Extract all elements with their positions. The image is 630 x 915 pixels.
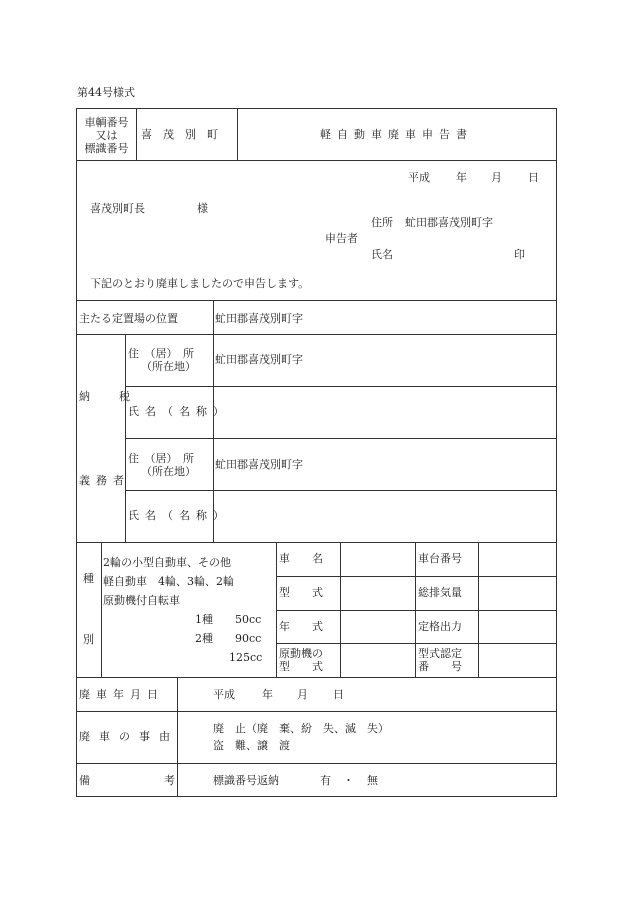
moped-cc-1: 50cc — [235, 613, 262, 626]
disposal-date-year: 年 — [262, 688, 273, 701]
vehicle-no-label-1: 車輌番号 — [84, 116, 129, 129]
form-title: 軽自動車廃車申告書 — [320, 128, 473, 141]
car-name-label: 車 名 — [279, 552, 323, 565]
disposal-date-month: 月 — [297, 688, 308, 701]
col-divider — [213, 300, 214, 542]
date-year: 年 — [456, 171, 467, 184]
remarks-yes: 有 — [320, 774, 331, 787]
taxpayer-addr2-value: 虻田郡喜茂別町字 — [215, 458, 303, 471]
col-divider — [276, 542, 277, 677]
col-divider — [340, 542, 341, 677]
taxpayer-label-1: 納 税 — [79, 390, 139, 403]
moped-class-1: 1種 — [195, 613, 213, 626]
cert-no-label-1: 型式認定 — [418, 647, 462, 660]
col-divider — [478, 542, 479, 677]
taxpayer-name2-label: 氏名（名称） — [128, 509, 230, 522]
disposal-reason-label: 廃車の事由 — [79, 730, 179, 743]
row-divider — [76, 160, 557, 161]
row-divider — [76, 334, 557, 335]
taxpayer-addr1-sub: （所在地） — [141, 360, 196, 373]
remarks-label-2: 考 — [164, 774, 175, 787]
vehicle-type-label-1: 種 — [83, 572, 94, 585]
displacement-label: 総排気量 — [418, 586, 462, 599]
engine-model-label-1: 原動機の — [279, 647, 323, 660]
col-divider — [136, 108, 137, 160]
statement: 下記のとおり廃車しましたので申告します。 — [90, 277, 310, 290]
row-divider — [76, 300, 557, 301]
vehicle-option-1: 2輪の小型自動車、その他 — [103, 556, 231, 569]
location-value: 虻田郡喜茂別町字 — [215, 312, 303, 325]
date-day: 日 — [528, 171, 539, 184]
date-era: 平成 — [408, 171, 430, 184]
rated-output-label: 定格出力 — [418, 620, 462, 633]
disposal-date-day: 日 — [333, 688, 344, 701]
engine-model-label-2: 型 式 — [279, 660, 323, 673]
moped-cc-2: 90cc — [235, 632, 262, 645]
row-divider — [125, 386, 557, 387]
remarks-value: 標識番号返納 — [213, 774, 279, 787]
reporter-label: 申告者 — [325, 232, 358, 245]
row-divider — [76, 711, 557, 712]
row-divider — [76, 677, 557, 678]
name-label: 氏名 — [371, 248, 393, 261]
col-divider — [415, 542, 416, 677]
col-divider — [101, 542, 102, 677]
model-label: 型 式 — [279, 586, 323, 599]
honorific: 様 — [197, 202, 208, 215]
taxpayer-addr1-value: 虻田郡喜茂別町字 — [215, 353, 303, 366]
year-label: 年 式 — [279, 620, 323, 633]
row-divider — [276, 576, 557, 577]
disposal-reason-1: 廃 止（廃 棄、紛 失、滅 失） — [213, 722, 389, 735]
moped-cc-3: 125cc — [229, 651, 263, 664]
cert-no-label-2: 番 号 — [418, 660, 462, 673]
taxpayer-name1-label: 氏名（名称） — [128, 405, 230, 418]
town-name: 喜 茂 別 町 — [141, 128, 218, 141]
disposal-reason-2: 盗 難、譲 渡 — [213, 739, 290, 752]
vehicle-no-label-3: 標識番号 — [84, 142, 129, 155]
vehicle-option-2: 軽自動車 4輪、3輪、2輪 — [103, 575, 234, 588]
row-divider — [125, 490, 557, 491]
chassis-no-label: 車台番号 — [418, 552, 462, 565]
vehicle-no-label-2: 又は — [95, 129, 118, 142]
col-divider — [125, 334, 126, 542]
form-number: 第44号様式 — [77, 86, 135, 99]
remarks-label-1: 備 — [79, 774, 90, 787]
seal-mark: 印 — [514, 248, 525, 261]
row-divider — [276, 610, 557, 611]
row-divider — [125, 438, 557, 439]
taxpayer-addr2-sub: （所在地） — [141, 465, 196, 478]
col-divider — [237, 108, 238, 160]
disposal-date-era: 平成 — [213, 688, 235, 701]
date-month: 月 — [491, 171, 502, 184]
taxpayer-addr2-label: 住 （居） 所 — [128, 452, 194, 465]
disposal-date-label: 廃車年月日 — [79, 688, 164, 701]
row-divider — [76, 542, 557, 543]
location-label: 主たる定置場の位置 — [79, 312, 178, 325]
addressee: 喜茂別町長 — [90, 202, 145, 215]
vehicle-option-3: 原動機付自転車 — [103, 594, 180, 607]
remarks-dot: ・ — [343, 774, 354, 787]
taxpayer-addr1-label: 住 （居） 所 — [128, 347, 194, 360]
taxpayer-label-2: 義務者 — [79, 474, 130, 487]
address-label: 住所 — [371, 216, 393, 229]
row-divider — [76, 763, 557, 764]
vehicle-type-label-2: 別 — [83, 633, 94, 646]
row-divider — [276, 643, 557, 644]
address-value: 虻田郡喜茂別町字 — [405, 216, 493, 229]
remarks-no: 無 — [367, 774, 378, 787]
moped-class-2: 2種 — [195, 632, 213, 645]
